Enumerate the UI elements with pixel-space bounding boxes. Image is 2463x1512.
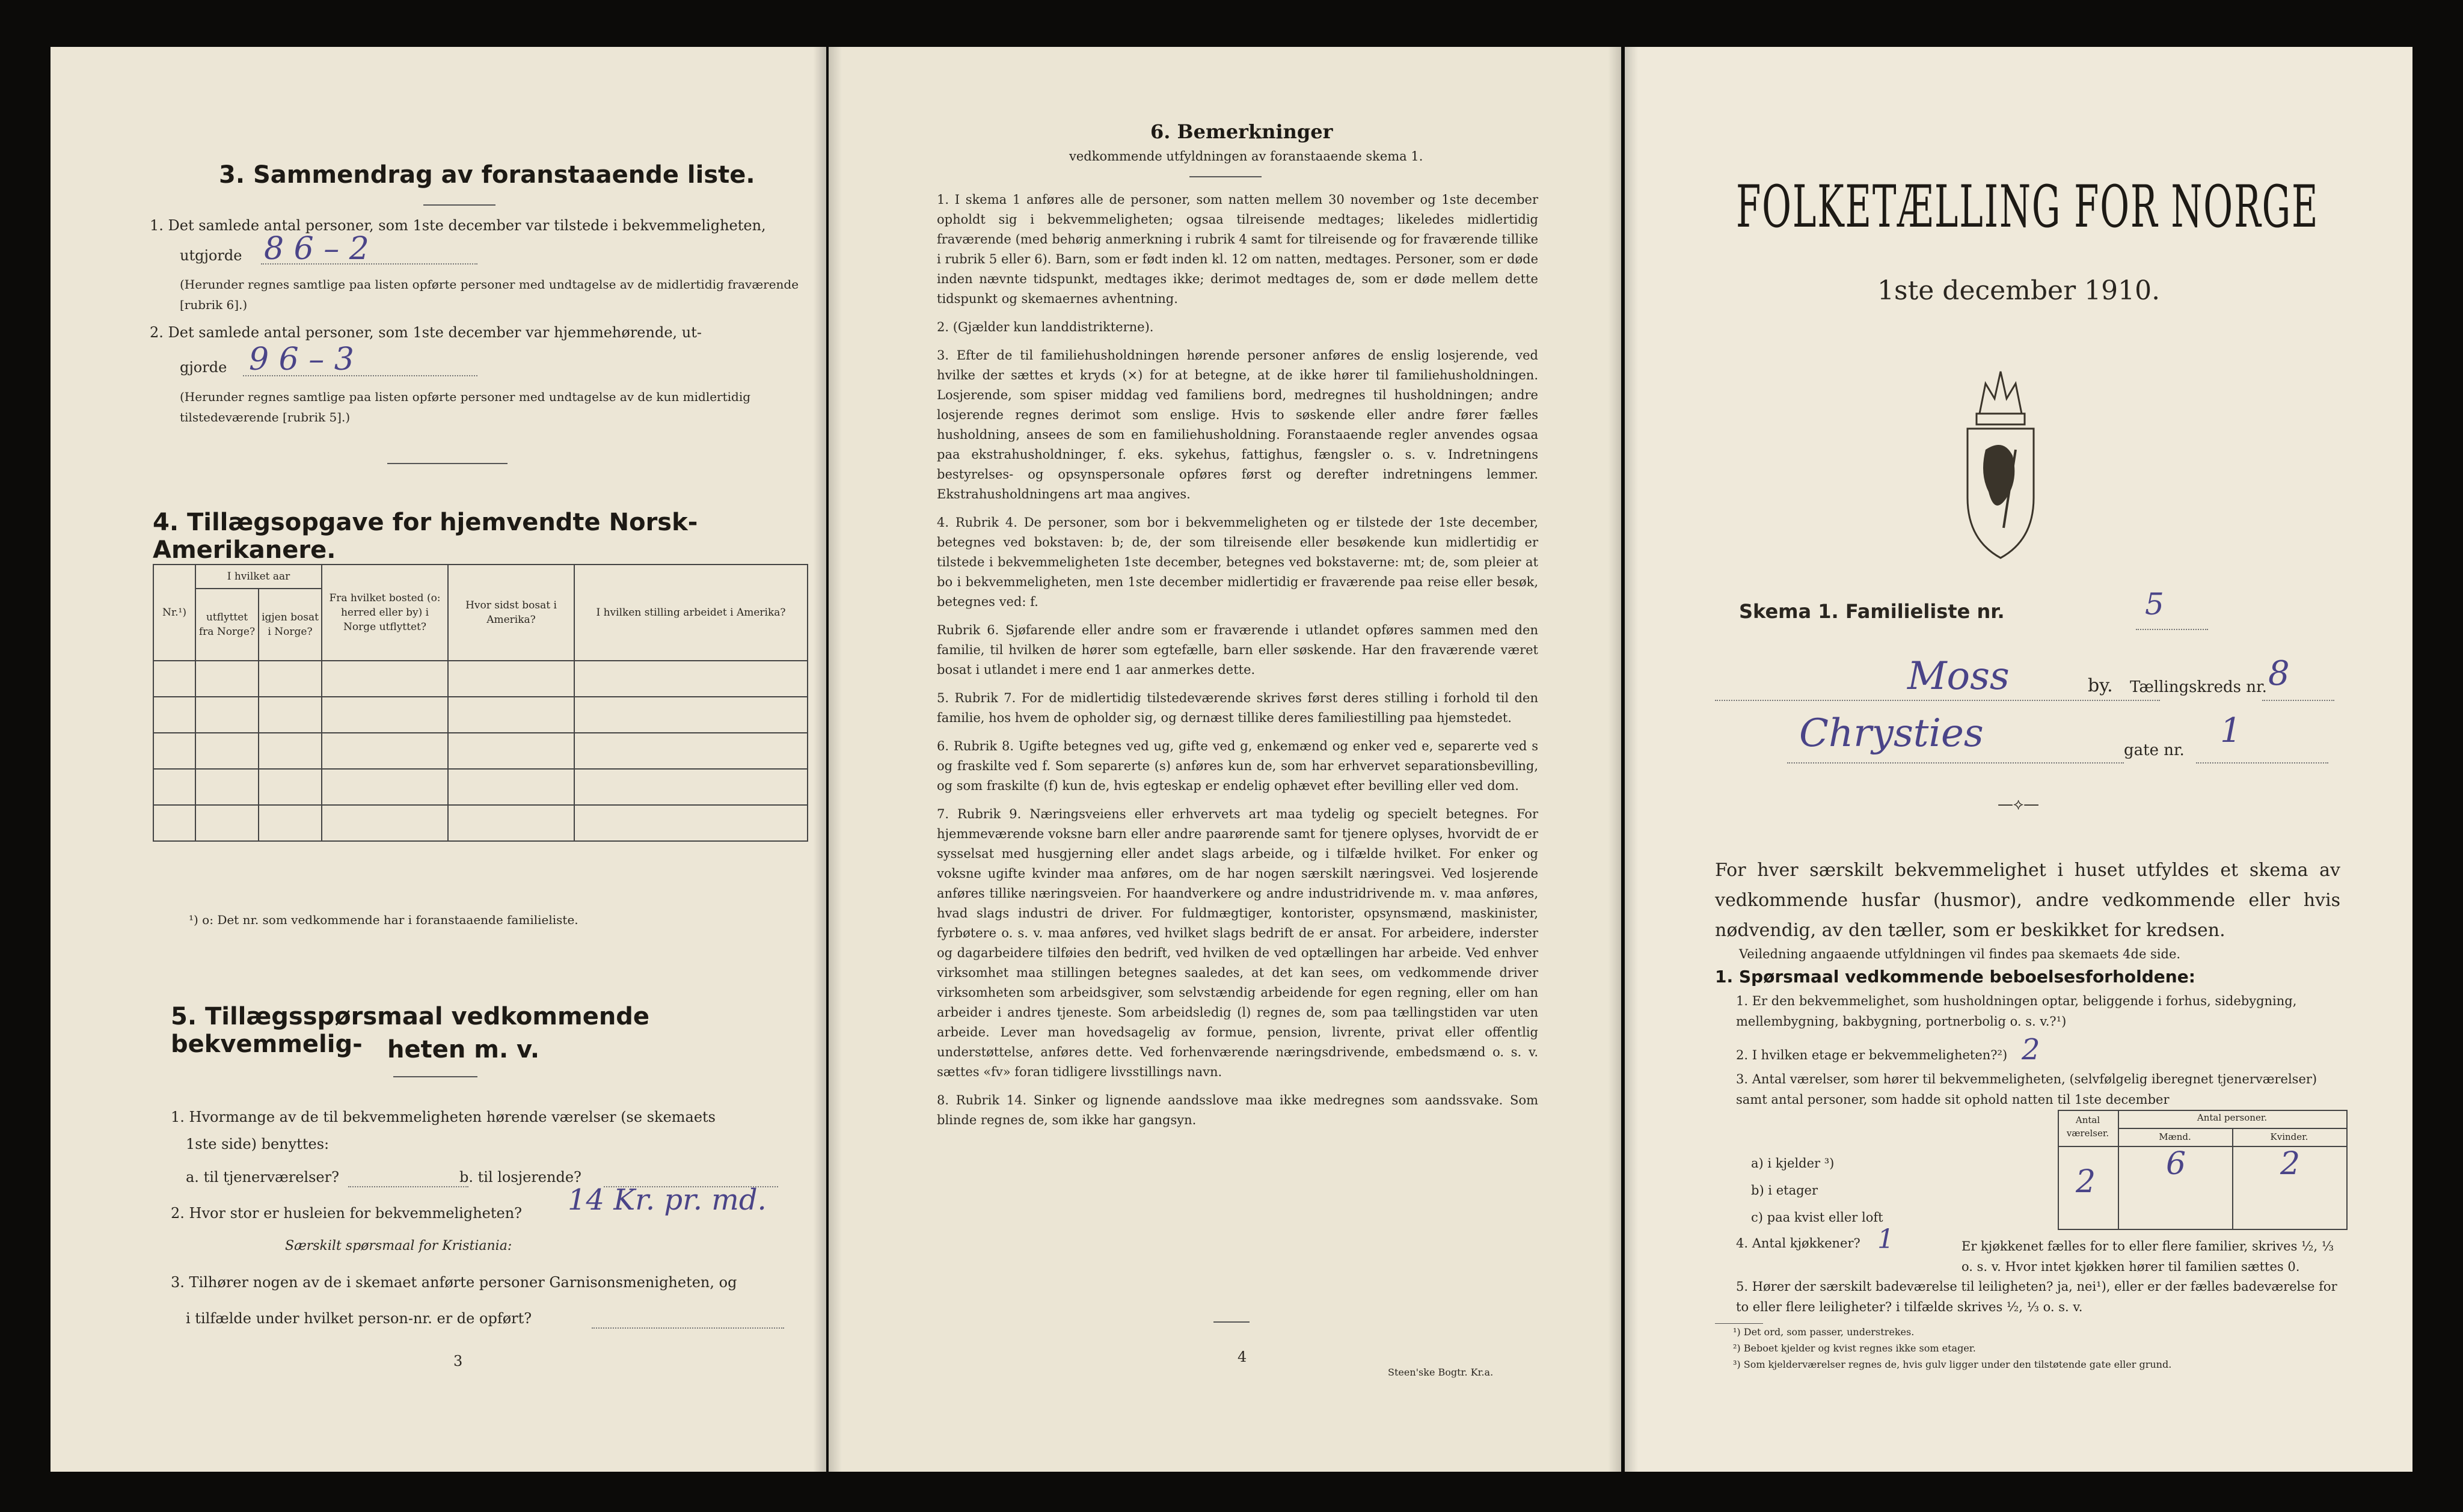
- remark-1: 1. I skema 1 anføres alle de personer, som natten mellem 30 november og 1ste december opholdt sig i bekvemmeligheten; ogsaa tilreisende medtages; likeledes midlertidig fraværende (med behørig anmerkning i rubrik 4 samt for tilreisende og for fraværende tillike i rubrik 5 eller 6). Barn, som er født inden kl. 12 om natten, medtages. Personer, som er døde inden nævnte tidspunkt, medtages ikke; derimot medtages de, som er døde mellem dette tidspunkt og skemaernes avhentning.: [937, 192, 1538, 306]
- s5-q2-handwritten: 14 Kr. pr. md.: [568, 1183, 767, 1217]
- s3-question-2: 2. Det samlede antal personer, som 1ste december var hjemmehørende, ut-: [150, 324, 702, 341]
- krets-handwritten: 8: [2268, 654, 2290, 693]
- s5-question-2: 2. Hvor stor er husleien for bekvemmeligheten?: [171, 1205, 523, 1222]
- remark-5: 5. Rubrik 7. For de midlertidig tilstedeværende skrives først deres stilling i forhold til den familie, hos hvem de opholder sig, og dernæst tillike deres familiestilling paa hjemstedet.: [937, 691, 1538, 725]
- s3-question-1: 1. Det samlede antal personer, som 1ste december var tilstede i bekvemmeligheten,: [150, 217, 766, 234]
- section-4-title: 4. Tillægsopgave for hjemvendte Norsk-Amerikanere.: [153, 509, 698, 564]
- s5-question-3: 3. Tilhører nogen av de i skemaet anførte personer Garnisonsmenigheten, og: [171, 1274, 737, 1291]
- norsk-amerikanere-table: [153, 564, 808, 842]
- remark-7: 7. Rubrik 9. Næringsveiens eller erhvervets art maa tydelig og specielt betegnes. For hjemmeværende voksne barn eller andre paarørende samt for tjenere oplyses, hvorvidt de er sysselsat med husgjerning eller andet slags arbeide, og i tilfælde hvilket. For enker og voksne ugifte kvinder maa anføres, om de har nogen særskilt næringsvei. Ved losjerende anføres tillike næringsveien. For haandverkere og andre industridrivende m. v. maa anføres, hvad slags industri de driver. For fuldmægtiger, kontorister, opsynsmænd, maskinister, fyrbøtere o. s. v. maa anføres, ved hvilket slags bedrift de er ansat. For arbeidere, inderster og dagarbeidere tilføies den bedrift, ved hvilken de ved optællingen har arbeide. Ved enhver virksomhet maa stillingen betegnes saaledes, at det kan sees, om vedkommende driver virksomheten som arbeidsgiver, som selvstændig arbeidende for egen regning, eller om han arbeider i andres tjeneste. Som arbeidsledig (l) regnes de, som paa tællingstiden var uten arbeide. Lever man hovedsagelig av formue, pension, livrente, privat eller offentlig understøttelse, anføres dette. Ved forhenværende næringsdrivende, embedsmænd o. s. v. sættes «fv» foran tidligere livsstillings navn.: [937, 807, 1538, 1079]
- table-header: Kvinder.: [2270, 1131, 2308, 1142]
- section-3-title: 3. Sammendrag av foranstaaende liste.: [219, 161, 755, 189]
- table-row: [153, 697, 808, 733]
- s3-q1-handwritten: 8 6 – 2: [264, 231, 369, 267]
- table-header: utflyttet fra Norge?: [195, 589, 259, 661]
- table-row: [153, 769, 808, 805]
- familieliste-number: 5: [2145, 587, 2164, 622]
- footnote-1: ¹) Det ord, som passer, understrekes.: [1733, 1326, 1915, 1338]
- s3-q1-note: (Herunder regnes samtlige paa listen opførte personer med undtagelse av de midlertidig fraværende [rubrik 6].): [180, 277, 799, 312]
- s4-footnote: ¹) o: Det nr. som vedkommende har i foranstaaende familieliste.: [189, 913, 578, 927]
- table-header: Mænd.: [2159, 1131, 2191, 1142]
- remark-2: 2. (Gjælder kun landdistrikterne).: [937, 320, 1154, 334]
- s3-q2-note: (Herunder regnes samtlige paa listen opførte personer med undtagelse av de kun midlertidig tilstedeværende [rubrik 5].): [180, 390, 751, 424]
- s5-question-1: 1. Hvormange av de til bekvemmeligheten hørende værelser (se skemaets: [171, 1109, 716, 1125]
- page-1-cover: [1625, 47, 2412, 1472]
- footnote-3: ³) Som kjelderværelser regnes de, hvis gulv ligger under den tilstøtende gate eller grund.: [1733, 1359, 2172, 1370]
- census-title: FOLKETÆLLING FOR NORGE: [1736, 173, 2319, 240]
- s5-question-1-cont: 1ste side) benyttes:: [186, 1136, 330, 1152]
- footnote-2: ²) Beboet kjelder og kvist regnes ikke som etager.: [1733, 1342, 1976, 1354]
- remark-6: 6. Rubrik 8. Ugifte betegnes ved ug, gifte ved g, enkemænd og enker ved e, separerte ved s og fraskilte ved f. Som separerte (s) anføres kun de, som har erhvervet separationsbevilling, og som fraskilte (f) kun de, hvis egteskap er endelig ophævet efter bevilling eller ved dom.: [937, 739, 1538, 793]
- table-row: [153, 805, 808, 841]
- table-header: Antal værelser.: [2066, 1115, 2109, 1139]
- page-number: 4: [1238, 1348, 1247, 1365]
- table-header: Fra hvilket bosted (o: herred eller by) i Norge utflyttet?: [322, 565, 448, 661]
- table-row: [153, 661, 808, 697]
- gate-label: gate nr.: [2124, 741, 2185, 759]
- krets-label: Tællingskreds nr.: [2130, 678, 2267, 696]
- s5-q1-a: a. til tjenerværelser?: [186, 1169, 339, 1186]
- s5-q2-note: Særskilt spørsmaal for Kristiania:: [285, 1238, 512, 1253]
- questions-title: 1. Spørsmaal vedkommende beboelsesforholdene:: [1715, 967, 2195, 987]
- etage-handwritten: 2: [2022, 1033, 2040, 1067]
- remark-3: 3. Efter de til familiehusholdningen hørende personer anføres de enslig losjerende, ved hvilke der sættes et kryds (×) for at betegne, at de ikke hører til familiehusholdningen. Losjerende, som spiser middag ved familiens bord, medregnes til husholdningen; andre losjerende regnes derimot som enslige. Hvis to søskende eller andre fører fælles husholdning, ansees de som en familiehusholdning. Foranstaaende regler anvendes ogsaa paa ekstrahusholdninger, f. eks. sykehus, fattighus, fængsler o. s. v. Indretningens bestyrelses- og opsynspersonale opføres først og derefter indretningens lemmer. Ekstrahusholdningens art maa angives.: [937, 348, 1538, 501]
- men-count-handwritten: 6: [2166, 1146, 2186, 1182]
- s3-q2-handwritten: 9 6 – 3: [249, 341, 354, 378]
- question-5: 5. Hører der særskilt badeværelse til leiligheten? ja, nei¹), eller er der fælles badeværelse for to eller flere leiligheter? i tilfælde skrives ½, ⅓ o. s. v.: [1736, 1279, 2337, 1314]
- table-header-group: I hvilket aar: [195, 565, 322, 589]
- section-5-title-line-2: heten m. v.: [387, 1036, 540, 1064]
- s5-question-3-cont: i tilfælde under hvilket person-nr. er de opført?: [186, 1310, 532, 1327]
- schema-label: Skema 1. Familieliste nr.: [1739, 600, 2005, 623]
- remarks-title: 6. Bemerkninger: [1150, 120, 1333, 143]
- page-3: [51, 47, 826, 1472]
- street-handwritten: Chrysties: [1799, 711, 1984, 756]
- question-3: 3. Antal værelser, som hører til bekvemmeligheten, (selvfølgelig iberegnet tjenerværelser) samt antal personer, som hadde sit ophold natten til 1ste december: [1736, 1072, 2317, 1107]
- question-1: 1. Er den bekvemmelighet, som husholdningen optar, beliggende i forhus, sidebygning, mellembygning, bakbygning, portnerbolig o. s. v.?¹): [1736, 994, 2297, 1029]
- remarks-text: [937, 190, 1538, 1139]
- section-5-title-line-1: 5. Tillægsspørsmaal vedkommende bekvemmelig-: [171, 1003, 650, 1058]
- table-header: igjen bosat i Norge?: [259, 589, 322, 661]
- city-label: by.: [2088, 675, 2113, 696]
- table-header: Antal personer.: [2197, 1112, 2268, 1123]
- kitchen-handwritten: 1: [1877, 1224, 1894, 1255]
- norway-coat-of-arms: [1962, 347, 2040, 564]
- s3-q1-label: utgjorde: [180, 247, 242, 264]
- table-row-label: a) i kjelder ³): [1751, 1156, 1835, 1171]
- remarks-subtitle: vedkommende utfyldningen av foranstaaende skema 1.: [1069, 149, 1423, 164]
- gate-handwritten: 1: [2220, 711, 2242, 750]
- table-header: Nr.¹): [153, 565, 195, 661]
- intro-text: For hver særskilt bekvemmelighet i huset utfyldes et skema av vedkommende husfar (husmor), andre vedkommende eller hvis nødvendig, av den tæller, som er beskikket for kredsen.: [1715, 860, 2340, 941]
- rooms-count-handwritten: 2: [2076, 1164, 2096, 1200]
- question-4: 4. Antal kjøkkener?: [1736, 1236, 1860, 1250]
- remark-4b: Rubrik 6. Sjøfarende eller andre som er fraværende i utlandet opføres sammen med den familie, til hvilken de hører som egtefælle, barn eller søskende. Har den fraværende været bosat i utlandet i mere end 1 aar anmerkes dette.: [937, 623, 1538, 677]
- remark-8: 8. Rubrik 14. Sinker og lignende aandsslove maa ikke medregnes som aandssvake. Som blinde regnes de, som ikke har gangsyn.: [937, 1093, 1538, 1127]
- printer-mark: Steen'ske Bogtr. Kr.a.: [1388, 1367, 1494, 1378]
- s3-q2-label: gjorde: [180, 359, 227, 376]
- table-row-label: c) paa kvist eller loft: [1751, 1210, 1883, 1225]
- question-2: 2. I hvilken etage er bekvemmeligheten?²): [1736, 1048, 2008, 1062]
- question-4-cont: Er kjøkkenet fælles for to eller flere familier, skrives ½, ⅓ o. s. v. Hvor intet kjøkken hører til familien sættes 0.: [1962, 1239, 2334, 1274]
- table-header: Hvor sidst bosat i Amerika?: [448, 565, 574, 661]
- page-number: 3: [453, 1353, 463, 1370]
- page-4: [829, 47, 1621, 1472]
- remark-4: 4. Rubrik 4. De personer, som bor i bekvemmeligheten og er tilstede der 1ste december, betegnes ved bokstaven: b; de, der som tilreisende eller besøkende kun midlertidig er tilstede i bekvemmeligheten 1ste december, betegnes ved bokstaverne: mt; de, som pleier at bo i bekvemmeligheten, men 1ste december midlertidig er fraværende paa reise eller besøk, betegnes ved: f.: [937, 515, 1538, 609]
- s5-q1-b: b. til losjerende?: [459, 1169, 581, 1186]
- table-row: [153, 733, 808, 769]
- guide-text: Veiledning angaaende utfyldningen vil findes paa skemaets 4de side.: [1739, 947, 2181, 961]
- women-count-handwritten: 2: [2280, 1146, 2301, 1182]
- rooms-table: [2058, 1110, 2358, 1230]
- table-header: I hvilken stilling arbeidet i Amerika?: [574, 565, 808, 661]
- census-date: 1ste december 1910.: [1877, 275, 2161, 306]
- city-handwritten: Moss: [1907, 654, 2010, 699]
- table-row-label: b) i etager: [1751, 1183, 1818, 1198]
- ornament: —⟡—: [1998, 795, 2040, 813]
